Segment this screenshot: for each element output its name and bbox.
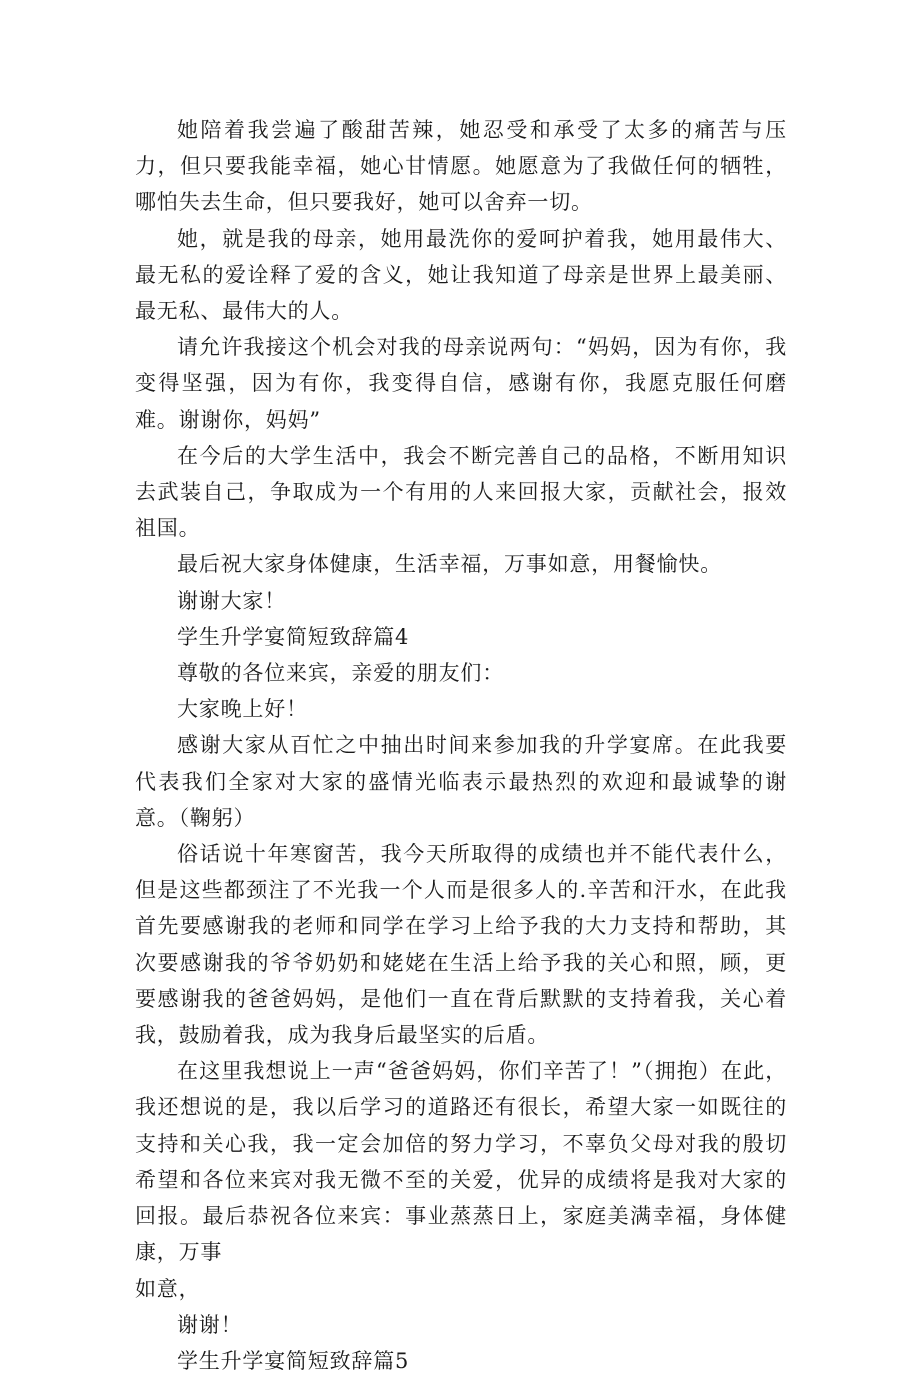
section-heading-5: 学生升学宴简短致辞篇5 <box>177 1348 410 1373</box>
paragraph-greeting: 大家晚上好！ <box>177 697 308 722</box>
paragraph-continuation: 如意， <box>135 1276 201 1301</box>
paragraph-gratitude: 俗话说十年寒窗苦，我今天所取得的成绩也并不能代表什么，但是这些都颈注了不光我一个人而是很多人的.辛苦和汗水，在此我首先要感谢我的老师和同学在学习上给予我的大力支持和帮助，其次要感谢我的爷爷奶奶和姥姥在生活上给予我的关心和照，顾，更要感谢我的爸爸妈妈，是他们一直在背后默默的支持着我，关心着我，鼓励着我，成为我身后最坚实的后盾。 <box>135 842 787 1048</box>
paragraph-mother-love: 她，就是我的母亲，她用最洗你的爱呵护着我，她用最伟大、最无私的爱诠释了爱的含义，她让我知道了母亲是世界上最美丽、最无私、最伟大的人。 <box>135 226 787 324</box>
paragraph-mother-sacrifice: 她陪着我尝遍了酸甜苦辣，她忍受和承受了太多的痛苦与压力，但只要我能幸福，她心甘情愿。她愿意为了我做任何的牺牲，哪怕失去生命，但只要我好，她可以舍弃一切。 <box>135 118 787 215</box>
paragraph-salutation: 尊敬的各位来宾，亲爱的朋友们： <box>177 661 504 686</box>
paragraph-future-plans: 在今后的大学生活中，我会不断完善自己的品格，不断用知识去武装自己，争取成为一个有用的人来回报大家，贡献社会，报效祖国。 <box>135 443 787 541</box>
paragraph-words-to-mother: 请允许我接这个机会对我的母亲说两句：“妈妈，因为有你，我变得坚强，因为有你，我变得自信，感谢有你，我愿克服任何磨难。谢谢你，妈妈” <box>135 335 787 432</box>
paragraph-thanks-all: 谢谢大家！ <box>177 588 286 613</box>
paragraph-closing-wishes: 最后祝大家身体健康，生活幸福，万事如意，用餐愉快。 <box>177 552 722 577</box>
paragraph-thanks: 谢谢！ <box>177 1312 243 1337</box>
paragraph-thanks-attendance: 感谢大家从百忙之中抽出时间来参加我的升学宴席。在此我要代表我们全家对大家的盛情光临表示最热烈的欢迎和最诚挚的谢意。（鞠躬） <box>135 733 787 830</box>
section-heading-4: 学生升学宴简短致辞篇4 <box>177 624 410 649</box>
document-body <box>135 112 787 1379</box>
paragraph-parents-thanks: 在这里我想说上一声“爸爸妈妈，你们辛苦了！”（拥抱）在此，我还想说的是，我以后学习的道路还有很长，希望大家一如既往的支持和关心我，我一定会加倍的努力学习，不辜负父母对我的殷切希望和各位来宾对我无微不至的关爱，优异的成绩将是我对大家的回报。最后恭祝各位来宾：事业蒸蒸日上，家庭美满幸福，身体健康，万事 <box>135 1059 787 1265</box>
